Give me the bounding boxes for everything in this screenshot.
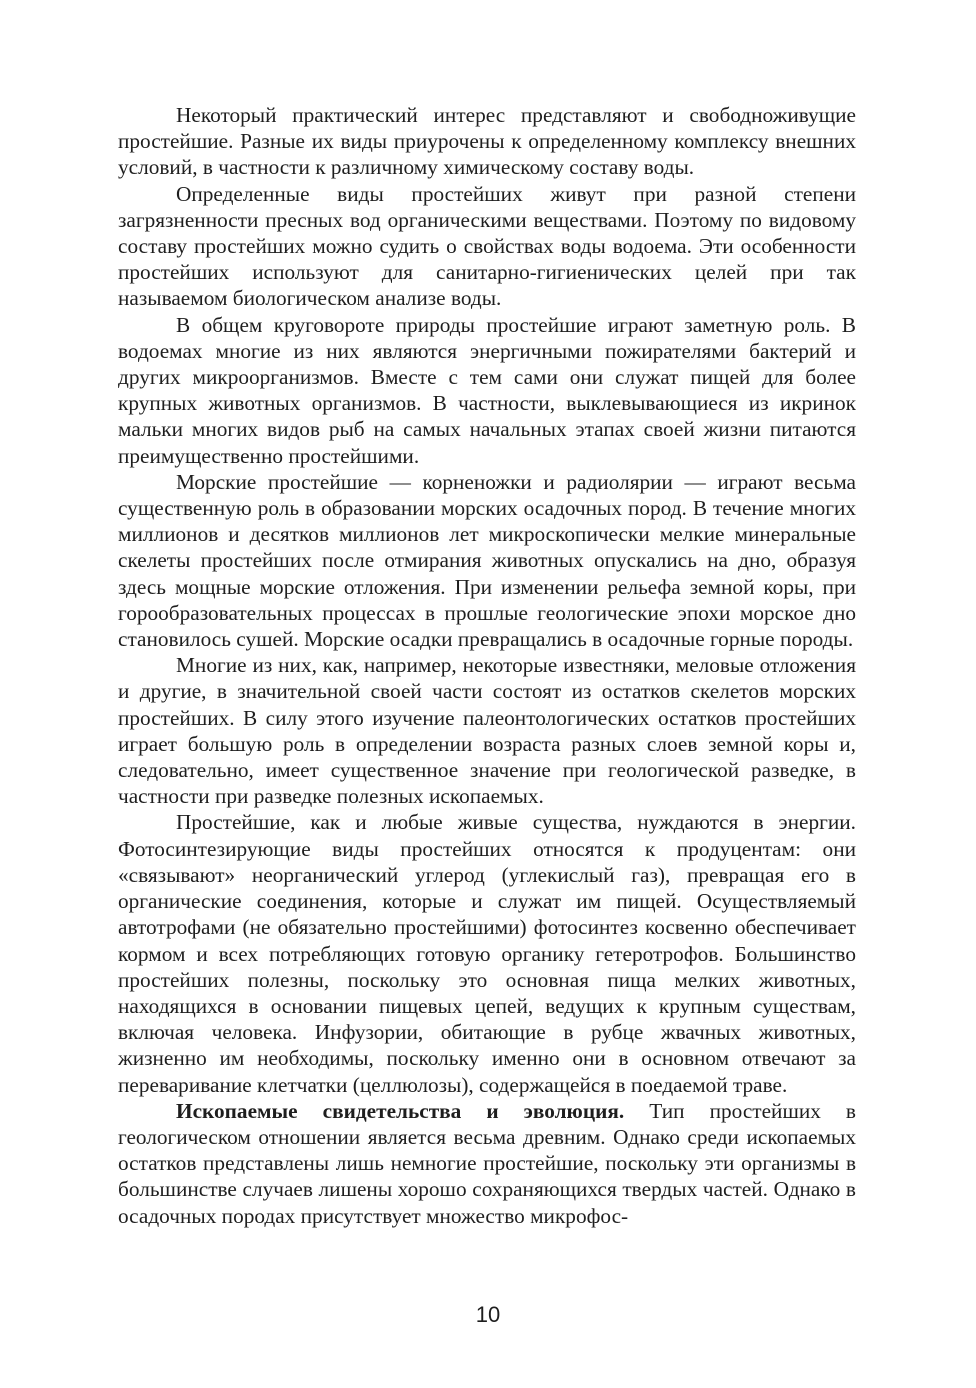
paragraph-6 — [118, 809, 856, 1097]
paragraph-text: Определенные виды простейших живут при разной степени загрязненности пресных вод органическими веществами. Поэтому по видовому составу простейших можно судить о свойствах воды водоема. Эти особенности простейших используют для санитарно-гигиенических целей при так называемом биологическом анализе воды. — [118, 181, 856, 311]
paragraph-1 — [118, 102, 856, 181]
paragraph-4 — [118, 469, 856, 652]
paragraph-text: Некоторый практический интерес представляют и свободноживущие простейшие. Разные их виды приурочены к определенному комплексу внешних условий, в частности к различному химическому составу воды. — [118, 103, 856, 180]
paragraph-text: Простейшие, как и любые живые существа, нуждаются в энергии. Фотосинтезирующие виды простейших относятся к продуцентам: они «связывают» неорганический углерод (углекислый газ), превращая его в органические соединения, которые и служат им пищей. Осуществляемый автотрофами (не обязательно простейшими) фотосинтез косвенно обеспечивает кормом и всех потребляющих готовую органику гетеротрофов. Большинство простейших полезны, поскольку это основная пища мелких животных, находящихся в основании пищевых цепей, ведущих к крупным существам, включая человека. Инфузории, обитающие в рубце жвачных животных, жизненно им необходимы, поскольку именно они в основном отвечают за переваривание клетчатки (целлюлозы), содержащейся в поедаемой траве. — [118, 810, 856, 1097]
paragraph-text: В общем круговороте природы простейшие играют заметную роль. В водоемах многие из них являются энергичными пожирателями бактерий и других микроорганизмов. Вместе с тем сами они служат пищей для более крупных животных организмов. В частности, выклевывающиеся из икринок мальки многих видов рыб на самых начальных этапах своей жизни питаются преимущественно простейшими. — [118, 312, 856, 468]
paragraph-text: Многие из них, как, например, некоторые известняки, меловые отложения и другие, в значительной своей части состоят из остатков скелетов морских простейших. В силу этого изучение палеонтологических остатков простейших играет большую роль в определении возраста разных слоев земной коры и, следовательно, имеет существенное значение при геологической разведке, в частности при разведке полезных ископаемых. — [118, 653, 856, 809]
paragraph-7 — [118, 1098, 856, 1229]
paragraph-3 — [118, 312, 856, 469]
paragraph-2 — [118, 181, 856, 312]
page-number: 10 — [475, 1302, 501, 1327]
paragraph-text: Морские простейшие — корненожки и радиолярии — играют весьма существенную роль в образовании морских осадочных пород. В течение многих миллионов и десятков миллионов лет микроскопически мелкие минеральные скелеты простейших после отмирания животных опускались на дно, образуя здесь мощные морские отложения. При изменении рельефа земной коры, при горообразовательных процессах в прошлые геологические эпохи морское дно становилось сушей. Морские осадки превращались в осадочные горные породы. — [118, 469, 856, 652]
page-body — [118, 102, 856, 1229]
paragraph-spacer — [624, 1099, 649, 1123]
paragraph-5 — [118, 652, 856, 809]
paragraph-heading: Ископаемые свидетельства и эволюция. — [176, 1098, 625, 1123]
paragraph-text: Тип простейших в геологическом отношении является весьма древним. Однако среди ископаемых остатков представлены лишь немногие простейшие, поскольку эти организмы в большинстве случаев лишены хорошо сохраняющихся твердых частей. Однако в осадочных породах присутствует множество микрофос- — [118, 1098, 856, 1228]
